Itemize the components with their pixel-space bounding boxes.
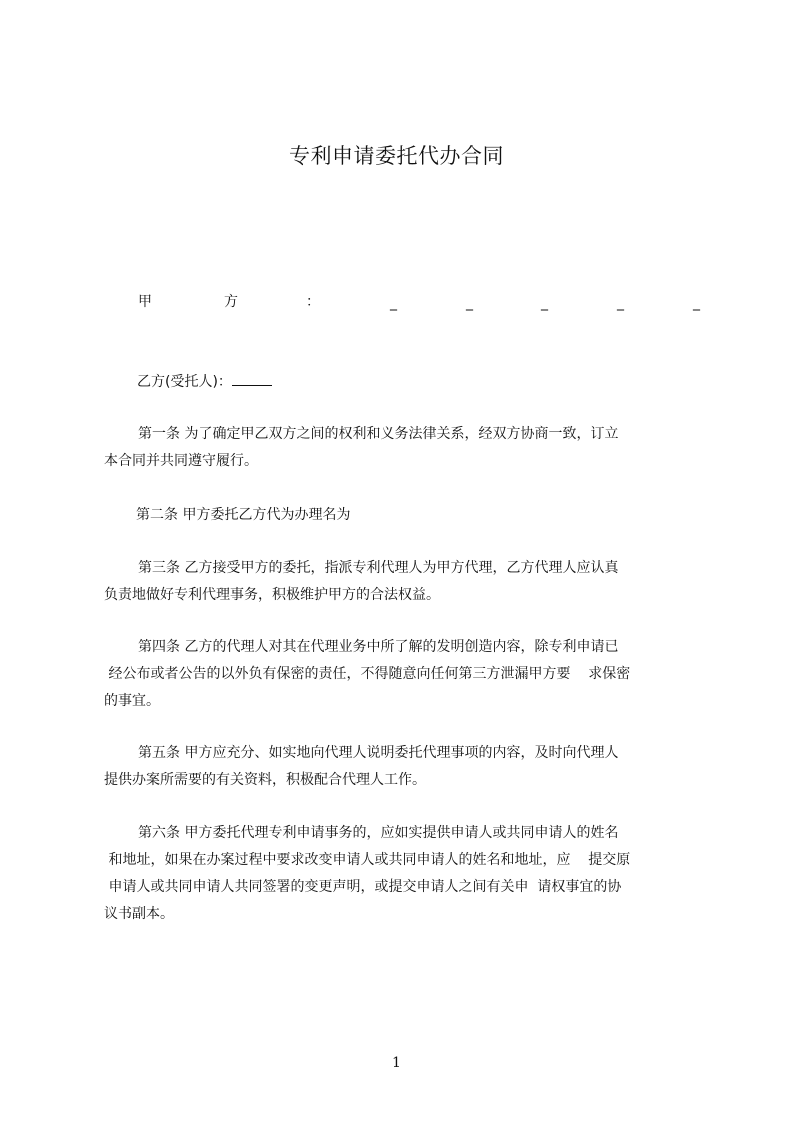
article-line: 的事宜。	[104, 693, 160, 709]
article-line: 经公布或者公告的以外负有保密的责任，不得随意向任何第三方泄漏甲方要 求保密	[104, 666, 631, 682]
party-b-blank	[232, 373, 272, 386]
article-line: 申请人或共同申请人共同签署的变更声明，或提交申请人之间有关申 请权事宜的协	[104, 879, 622, 895]
article-line: 第二条 甲方委托乙方代为办理名为	[136, 507, 351, 523]
article-line: 本合同并共同遵守履行。	[104, 453, 258, 469]
party-b-line	[137, 371, 272, 391]
party-a-blank-mark: _	[390, 295, 397, 311]
article-3	[104, 555, 702, 609]
article-line: 负责地做好专利代理事务，积极维护甲方的合法权益。	[104, 587, 440, 603]
article-1	[104, 421, 702, 475]
article-line: 提供办案所需要的有关资料，积极配合代理人工作。	[104, 772, 426, 788]
article-line: 议书副本。	[104, 906, 174, 922]
page-number: 1	[392, 1055, 401, 1071]
article-2	[104, 502, 702, 529]
article-line: 第三条 乙方接受甲方的委托，指派专利代理人为甲方代理，乙方代理人应认真	[138, 560, 619, 576]
party-a-blank-mark: _	[617, 295, 624, 311]
party-b-label: 乙方(受托人)：	[137, 374, 232, 390]
article-line: 第四条 乙方的代理人对其在代理业务中所了解的发明创造内容，除专利申请已	[138, 639, 619, 655]
party-a-line	[138, 291, 704, 313]
party-a-blank-mark: _	[466, 295, 473, 311]
party-a-blank-mark: _	[693, 295, 700, 311]
party-a-colon: ：	[306, 294, 320, 310]
article-line: 第一条 为了确定甲乙双方之间的权利和义务法律关系，经双方协商一致，订立	[138, 426, 619, 442]
article-5	[104, 740, 702, 794]
article-6	[104, 820, 702, 928]
article-line: 第五条 甲方应充分、如实地向代理人说明委托代理事项的内容，及时向代理人	[138, 745, 619, 761]
party-a-blank-mark: _	[541, 295, 548, 311]
party-a-label-char2: 方	[224, 294, 238, 310]
article-line: 第六条 甲方委托代理专利申请事务的，应如实提供申请人或共同申请人的姓名	[138, 825, 619, 841]
document-title: 专利申请委托代办合同	[289, 144, 504, 168]
article-line: 和地址，如果在办案过程中要求改变申请人或共同申请人的姓名和地址，应 提交原	[104, 852, 631, 868]
party-a-label-char1: 甲	[138, 294, 152, 310]
article-4	[104, 634, 702, 715]
